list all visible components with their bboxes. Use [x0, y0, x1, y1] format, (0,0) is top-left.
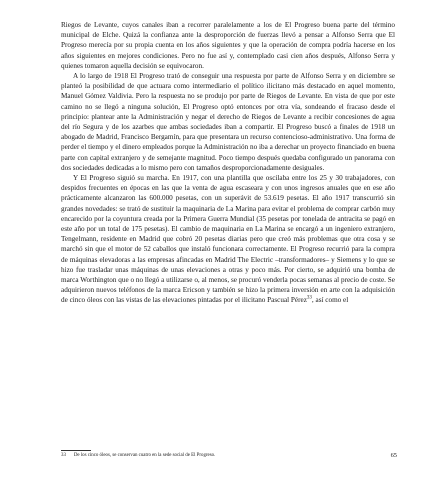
- footnote-number: 33: [61, 453, 66, 458]
- footnote-reference: 33: [306, 296, 312, 302]
- footnote-divider: [61, 450, 91, 451]
- footnote-text: De los cinco óleos, se conservan cuatro en la sede social de El Progreso.: [73, 453, 216, 458]
- paragraph-text: Y El Progreso siguió su marcha. En 1917, con una plantilla que oscilaba entre los 25 y 30 trabajadores, con despidos frecuentes en épocas en las que la venta de agua escaseara y con unos ingresos anuales que en ese año prácticamente alcanzaron las 600.000 pesetas, con un superávit de 53.619 pesetas. El año 1917 transcurrió sin grandes novedades: se trató de sustituir la maquinaria de La Marina para evitar el problema de comprar carbón muy encarecido por la coyuntura creada por la Primera Guerra Mundial (35 pesetas por tonelada de antracita se pagó en este año por un total de 175 pesetas). El cambio de maquinaria en La Marina se encargó a un ingeniero extranjero, Tengelmann, residente en Madrid que cobró 20 pesetas diarias pero que creó más problemas que otra cosa y se marchó sin que el motor de 52 caballos que instaló funcionara correctamente. El Progreso recurrió para la compra de máquinas elevadoras a las empresas afincadas en Madrid The Electric –transformadores– y Siemens y lo que se hizo fue trasladar unas máquinas de unas elevaciones a otras y poco más. Por cierto, se adquirió una bomba de marca Worthington que o no llegó a utilizarse o, al menos, se procuró venderla pocas semanas al precio de coste. Se adquirieron nuevos teléfonos de la marca Ericson y también se hizo la primera inversión en arte con la adquisición de cinco óleos con las vistas de las elevaciones pintadas por el ilicitano Pascual Pérez: [61, 174, 395, 305]
- paragraph: [61, 173, 395, 306]
- paragraph: Riegos de Levante, cuyos canales iban a recorrer paralelamente a los de El Progreso buena parte del término municipal de Elche. Quizá la confianza ante la desproporción de fuerzas llevó a pensar a Alfonso Serra que El Progreso merecía por su propia cuenta en los años siguientes y que la operación de compra podría hacerse en los años siguientes en mejores condiciones. Pero no fue así y, contemplado casi cien años después, Alfonso Serra y quienes tomaron aquella decisión se equivocaron.: [61, 21, 395, 70]
- footnote: [61, 453, 361, 459]
- paragraph-text: , así como el: [311, 296, 349, 305]
- paragraph: A lo largo de 1918 El Progreso trató de conseguir una respuesta por parte de Alfonso Serra y en diciembre se planteó la posibilidad de que actuara como intermediario el político ilicitano más destacado en aquel momento, Manuel Gómez Valdivia. Pero la respuesta no se produjo por parte de Riegos de Levante. En vista de que por este camino no se llegó a ninguna solución, El Progreso optó entonces por otra vía, sondeando el fracaso desde el principio: plantear ante la Administración y negar el derecho de Riegos de Levante a recibir concesiones de agua del río Segura y de los azarbes que ambas sociedades iban a compartir. El Progreso buscó a finales de 1918 un abogado de Madrid, Francisco Bergamín, para que presentara un recurso contencioso-administrativo. Una forma de perder el tiempo y el dinero empleados porque la Administración no iba a derechar un proyecto financiado en buena parte con capital extranjero y de semejante magnitud. Poco tiempo después quedaba configurado un panorama con dos sociedades dedicadas a lo mismo pero con tamaños desproporcionadamente desiguales.: [61, 72, 395, 172]
- body-text: [61, 20, 395, 306]
- page-number: 65: [390, 452, 397, 459]
